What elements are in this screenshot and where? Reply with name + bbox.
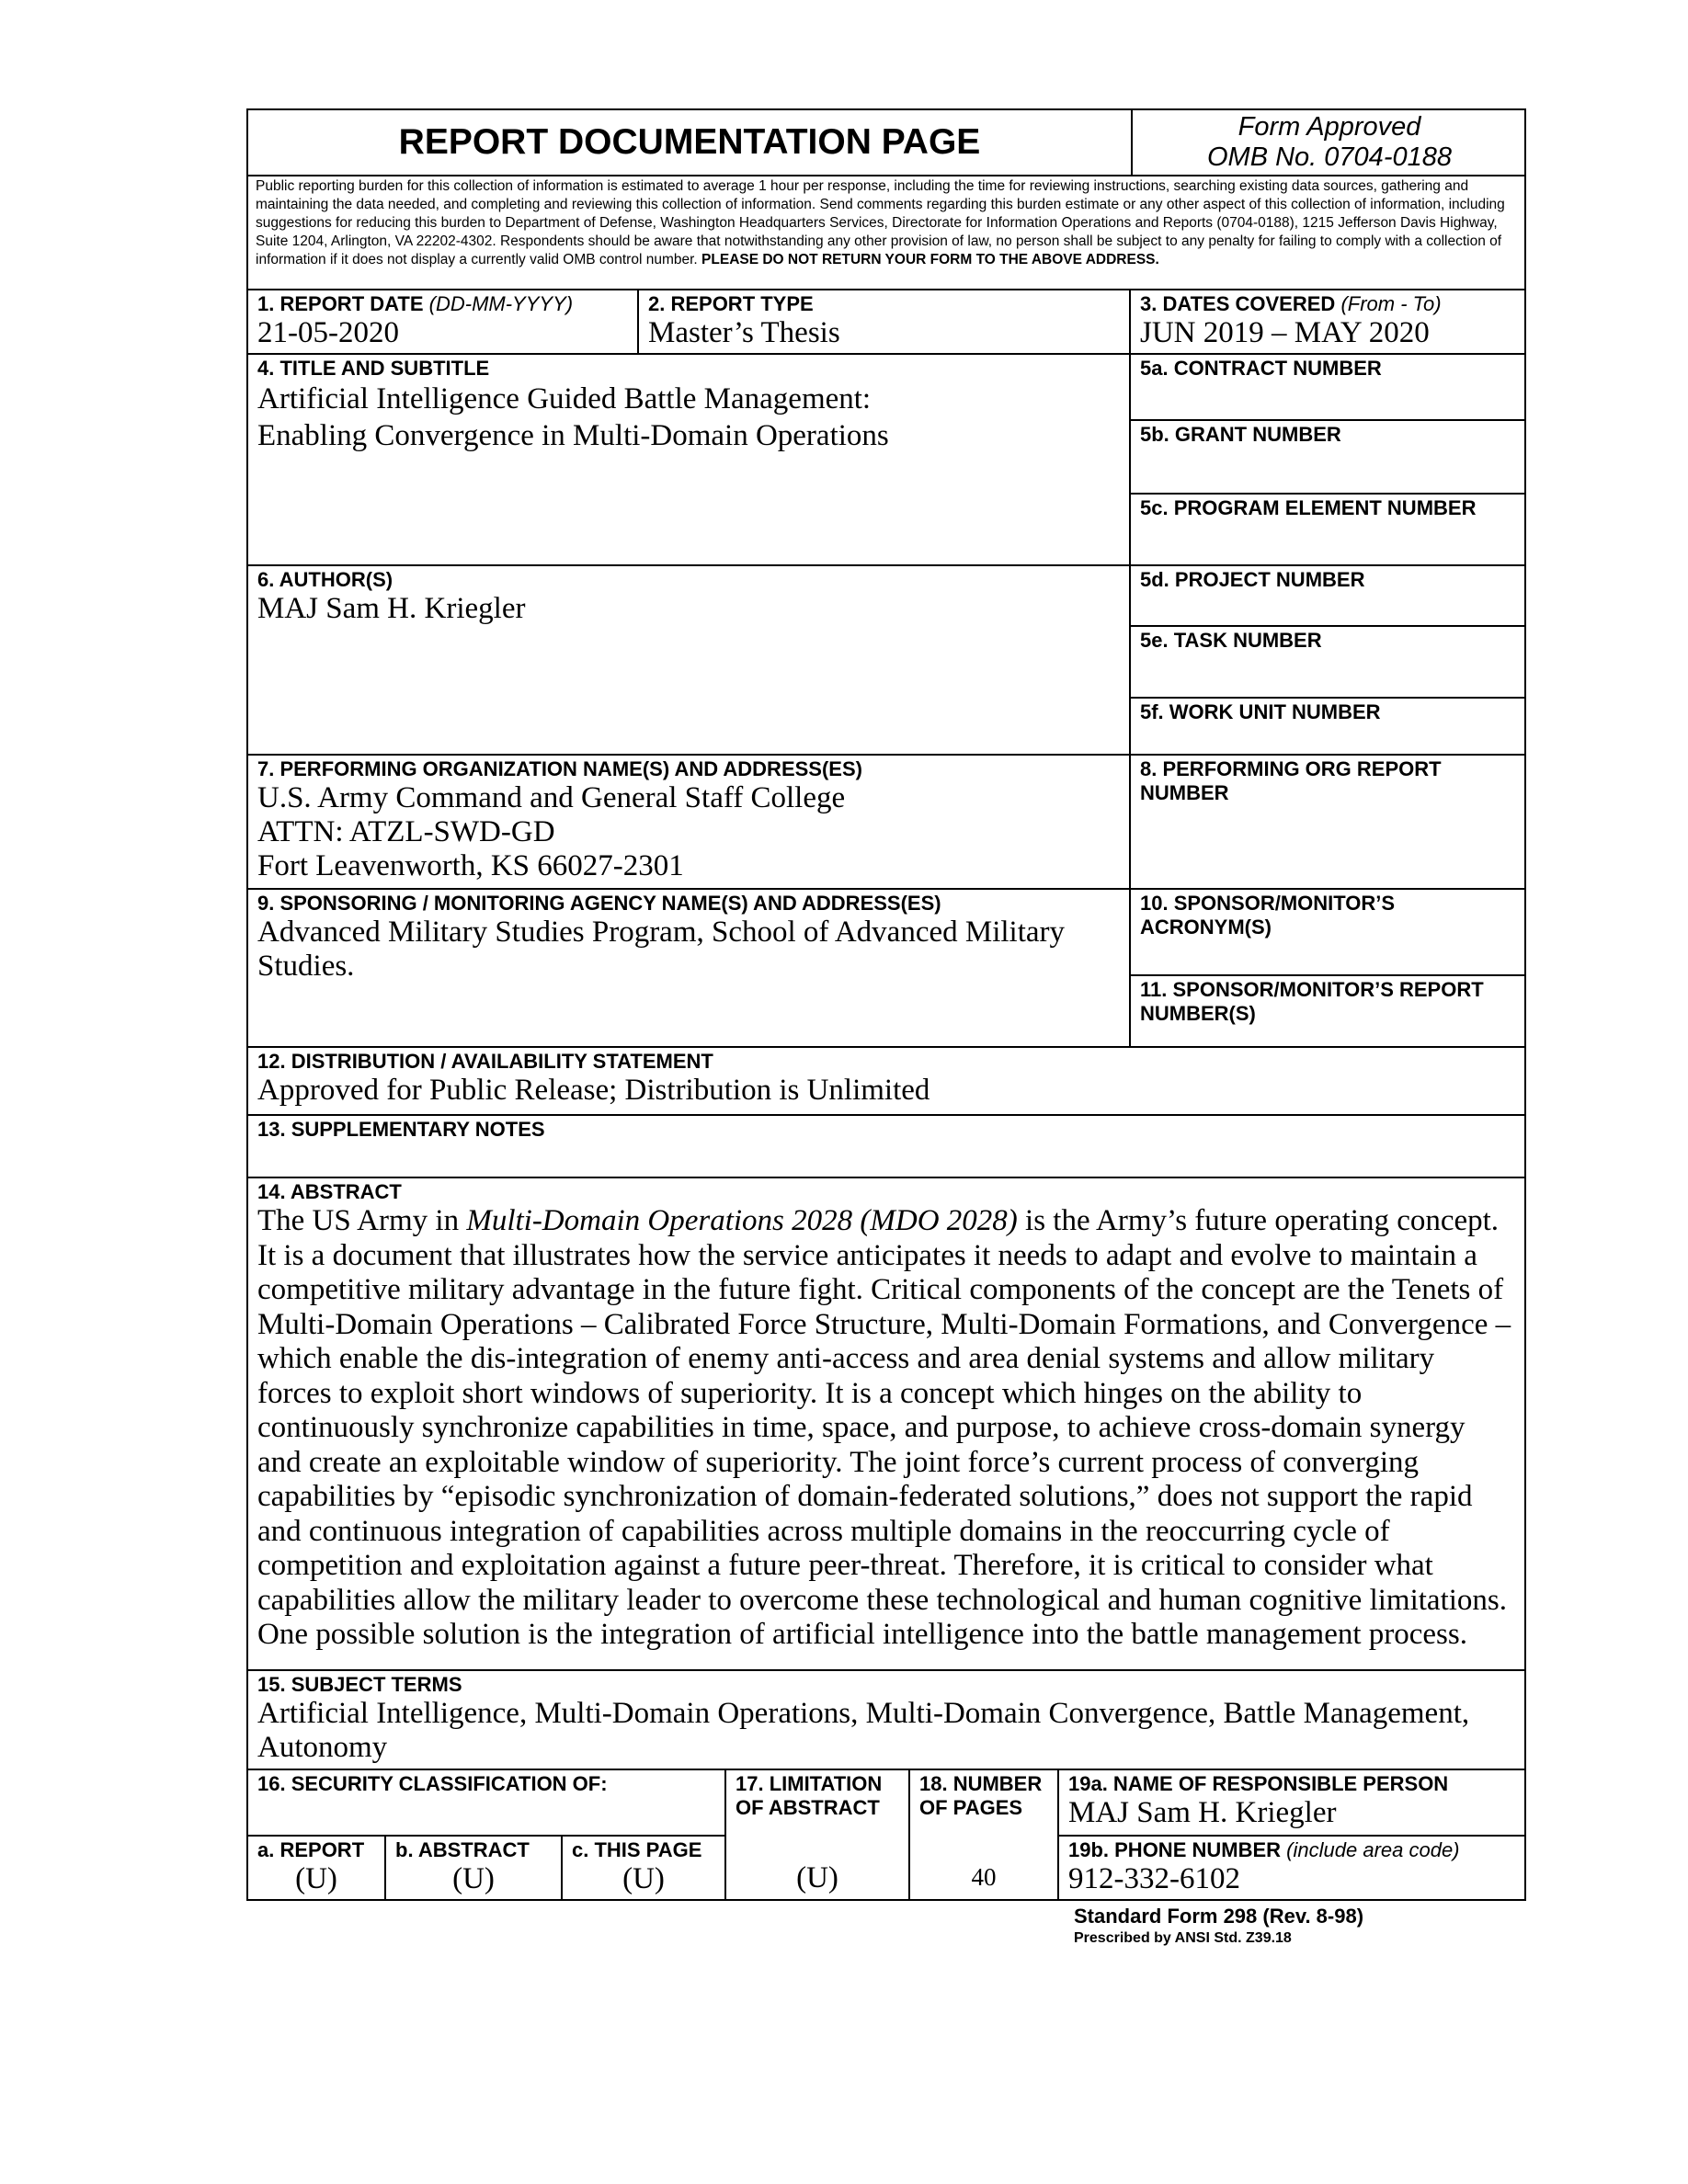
page-classification-value: (U) (622, 1862, 665, 1895)
title-line-2: Enabling Convergence in Multi-Domain Operations (257, 419, 889, 452)
row-distribution (246, 1048, 1526, 1116)
abstract-italic: Multi-Domain Operations 2028 (MDO 2028) (466, 1204, 1018, 1237)
supplementary-notes-label: 13. SUPPLEMENTARY NOTES (257, 1118, 545, 1141)
phone-number-value: 912-332-6102 (1068, 1862, 1240, 1895)
distribution-value: Approved for Public Release; Distribution is Unlimited (257, 1074, 930, 1107)
report-date-value: 21-05-2020 (257, 316, 399, 349)
title-label: 4. TITLE AND SUBTITLE (257, 357, 490, 380)
row-title (246, 355, 1526, 566)
number-of-pages-label-1: 18. NUMBER (919, 1772, 1043, 1795)
subject-terms-line-2: Autonomy (257, 1731, 388, 1764)
security-classification-label: 16. SECURITY CLASSIFICATION OF: (257, 1772, 608, 1795)
task-number-label: 5e. TASK NUMBER (1140, 629, 1322, 652)
subject-terms-label: 15. SUBJECT TERMS (257, 1673, 462, 1696)
abstract-label: 14. ABSTRACT (257, 1180, 402, 1203)
dates-covered-label: 3. DATES COVERED (1140, 292, 1336, 315)
prescribed-by-label: Prescribed by ANSI Std. Z39.18 (1074, 1930, 1292, 1946)
report-type-label: 2. REPORT TYPE (648, 292, 814, 315)
number-of-pages-value: 40 (971, 1863, 997, 1891)
row-sponsoring (246, 890, 1526, 1048)
row-report-date (246, 290, 1526, 355)
work-unit-label: 5f. WORK UNIT NUMBER (1140, 700, 1381, 723)
author-value: MAJ Sam H. Kriegler (257, 592, 526, 625)
omb-number: OMB No. 0704-0188 (1207, 142, 1452, 172)
phone-number-hint: (include area code) (1286, 1838, 1460, 1861)
title-line-1: Artificial Intelligence Guided Battle Management: (257, 382, 872, 415)
performing-org-report-label-2: NUMBER (1140, 781, 1229, 804)
performing-org-line-3: Fort Leavenworth, KS 66027-2301 (257, 849, 684, 882)
sponsor-report-label-1: 11. SPONSOR/MONITOR’S REPORT (1140, 978, 1484, 1001)
program-element-label: 5c. PROGRAM ELEMENT NUMBER (1140, 496, 1477, 519)
row-abstract (246, 1178, 1526, 1671)
abstract-pre: The US Army in (257, 1204, 467, 1237)
sponsor-report-label-2: NUMBER(S) (1140, 1002, 1256, 1025)
distribution-label: 12. DISTRIBUTION / AVAILABILITY STATEMENT (257, 1050, 713, 1073)
number-of-pages-label-2: OF PAGES (919, 1796, 1023, 1819)
abstract-post: is the Army’s future operating concept. It is a document that illustrates how the service anticipates it needs to adapt and evolve to maintain a competitive military advantage in the future fight. Critical components of the concept are the Tenets of Multi-Domain Operations – Calibrated Force Structure, Multi-Domain Formations, and Convergence – which enable the dis-integration of enemy anti-access and area denial systems and allow military forces to exploit short windows of superiority. It is a concept which hinges on the ability to continuously synchronize capabilities in time, space, and purpose, to achieve cross-domain synergy and create an exploitable window of superiority. The joint force’s current process of converging capabilities by “episodic synchronization of domain-federated solutions,” does not support the rapid and continuous integration of capabilities across multiple domains in the reoccurring cycle of competition and exploitation against a future peer-threat. Therefore, it is critical to consider what capabilities allow the military leader to overcome these technological and human cognitive limitations. One possible solution is the integration of artificial intelligence into the battle management process. (257, 1204, 1511, 1651)
standard-form-label: Standard Form 298 (Rev. 8-98) (1074, 1905, 1364, 1928)
row-author (246, 566, 1526, 756)
row-subject-terms (246, 1671, 1526, 1770)
contract-number-label: 5a. CONTRACT NUMBER (1140, 357, 1382, 380)
sponsor-acronym-label-1: 10. SPONSOR/MONITOR’S (1140, 892, 1396, 915)
report-date-hint: (DD-MM-YYYY) (428, 292, 574, 315)
author-label: 6. AUTHOR(S) (257, 568, 393, 591)
dates-covered-hint: (From - To) (1340, 292, 1442, 315)
responsible-person-value: MAJ Sam H. Kriegler (1068, 1796, 1337, 1829)
row-performing-org (246, 756, 1526, 890)
abstract-classification-label: b. ABSTRACT (395, 1838, 530, 1861)
report-classification-value: (U) (295, 1862, 337, 1895)
row-classification (246, 1770, 1526, 1901)
responsible-person-label: 19a. NAME OF RESPONSIBLE PERSON (1068, 1772, 1449, 1795)
form-header (246, 108, 1526, 176)
limitation-value: (U) (796, 1861, 838, 1894)
sponsoring-agency-line-1: Advanced Military Studies Program, School of Advanced Military (257, 916, 1066, 949)
sponsor-acronym-label-2: ACRONYM(S) (1140, 916, 1272, 938)
form-approved: Form Approved (1237, 112, 1421, 142)
burden-statement (246, 176, 1526, 290)
report-date-label: 1. REPORT DATE (257, 292, 424, 315)
abstract-classification-value: (U) (452, 1862, 495, 1895)
burden-text: Public reporting burden for this collection of information is estimated to average 1 hour per response, including the time for reviewing instructions, searching existing data sources, gathering and maintaining the data needed, and completing and reviewing this collection of information. Send comments regarding this burden estimate or any other aspect of this collection of information, including suggestions for reducing this burden to Department of Defense, Washington Headquarters Services, Directorate for Information Operations and Reports (0704-0188), 1215 Jefferson Davis Highway, Suite 1204, Arlington, VA 22202-4302. Respondents should be aware that notwithstanding any other provision of law, no person shall be subject to any penalty for failing to comply with a collection of information if it does not display a currently valid OMB control number. (256, 178, 1505, 267)
limitation-label-2: OF ABSTRACT (736, 1796, 880, 1819)
page-classification-label: c. THIS PAGE (572, 1838, 702, 1861)
limitation-label-1: 17. LIMITATION (736, 1772, 883, 1795)
subject-terms-line-1: Artificial Intelligence, Multi-Domain Operations, Multi-Domain Convergence, Battle Management, (257, 1697, 1470, 1730)
sponsoring-agency-line-2: Studies. (257, 950, 355, 983)
dates-covered-value: JUN 2019 – MAY 2020 (1140, 316, 1430, 349)
abstract-text (257, 1204, 1513, 1653)
sponsoring-agency-label: 9. SPONSORING / MONITORING AGENCY NAME(S) AND ADDRESS(ES) (257, 892, 941, 915)
performing-org-label: 7. PERFORMING ORGANIZATION NAME(S) AND ADDRESS(ES) (257, 757, 862, 780)
row-supplementary (246, 1116, 1526, 1178)
performing-org-report-label-1: 8. PERFORMING ORG REPORT (1140, 757, 1442, 780)
phone-number-label: 19b. PHONE NUMBER (1068, 1838, 1282, 1861)
grant-number-label: 5b. GRANT NUMBER (1140, 423, 1341, 446)
performing-org-line-1: U.S. Army Command and General Staff College (257, 781, 846, 814)
report-type-value: Master’s Thesis (648, 316, 840, 349)
report-classification-label: a. REPORT (257, 1838, 365, 1861)
project-number-label: 5d. PROJECT NUMBER (1140, 568, 1365, 591)
burden-warning: PLEASE DO NOT RETURN YOUR FORM TO THE ABOVE ADDRESS. (701, 252, 1159, 267)
form-title: REPORT DOCUMENTATION PAGE (398, 122, 981, 162)
performing-org-line-2: ATTN: ATZL-SWD-GD (257, 815, 555, 848)
